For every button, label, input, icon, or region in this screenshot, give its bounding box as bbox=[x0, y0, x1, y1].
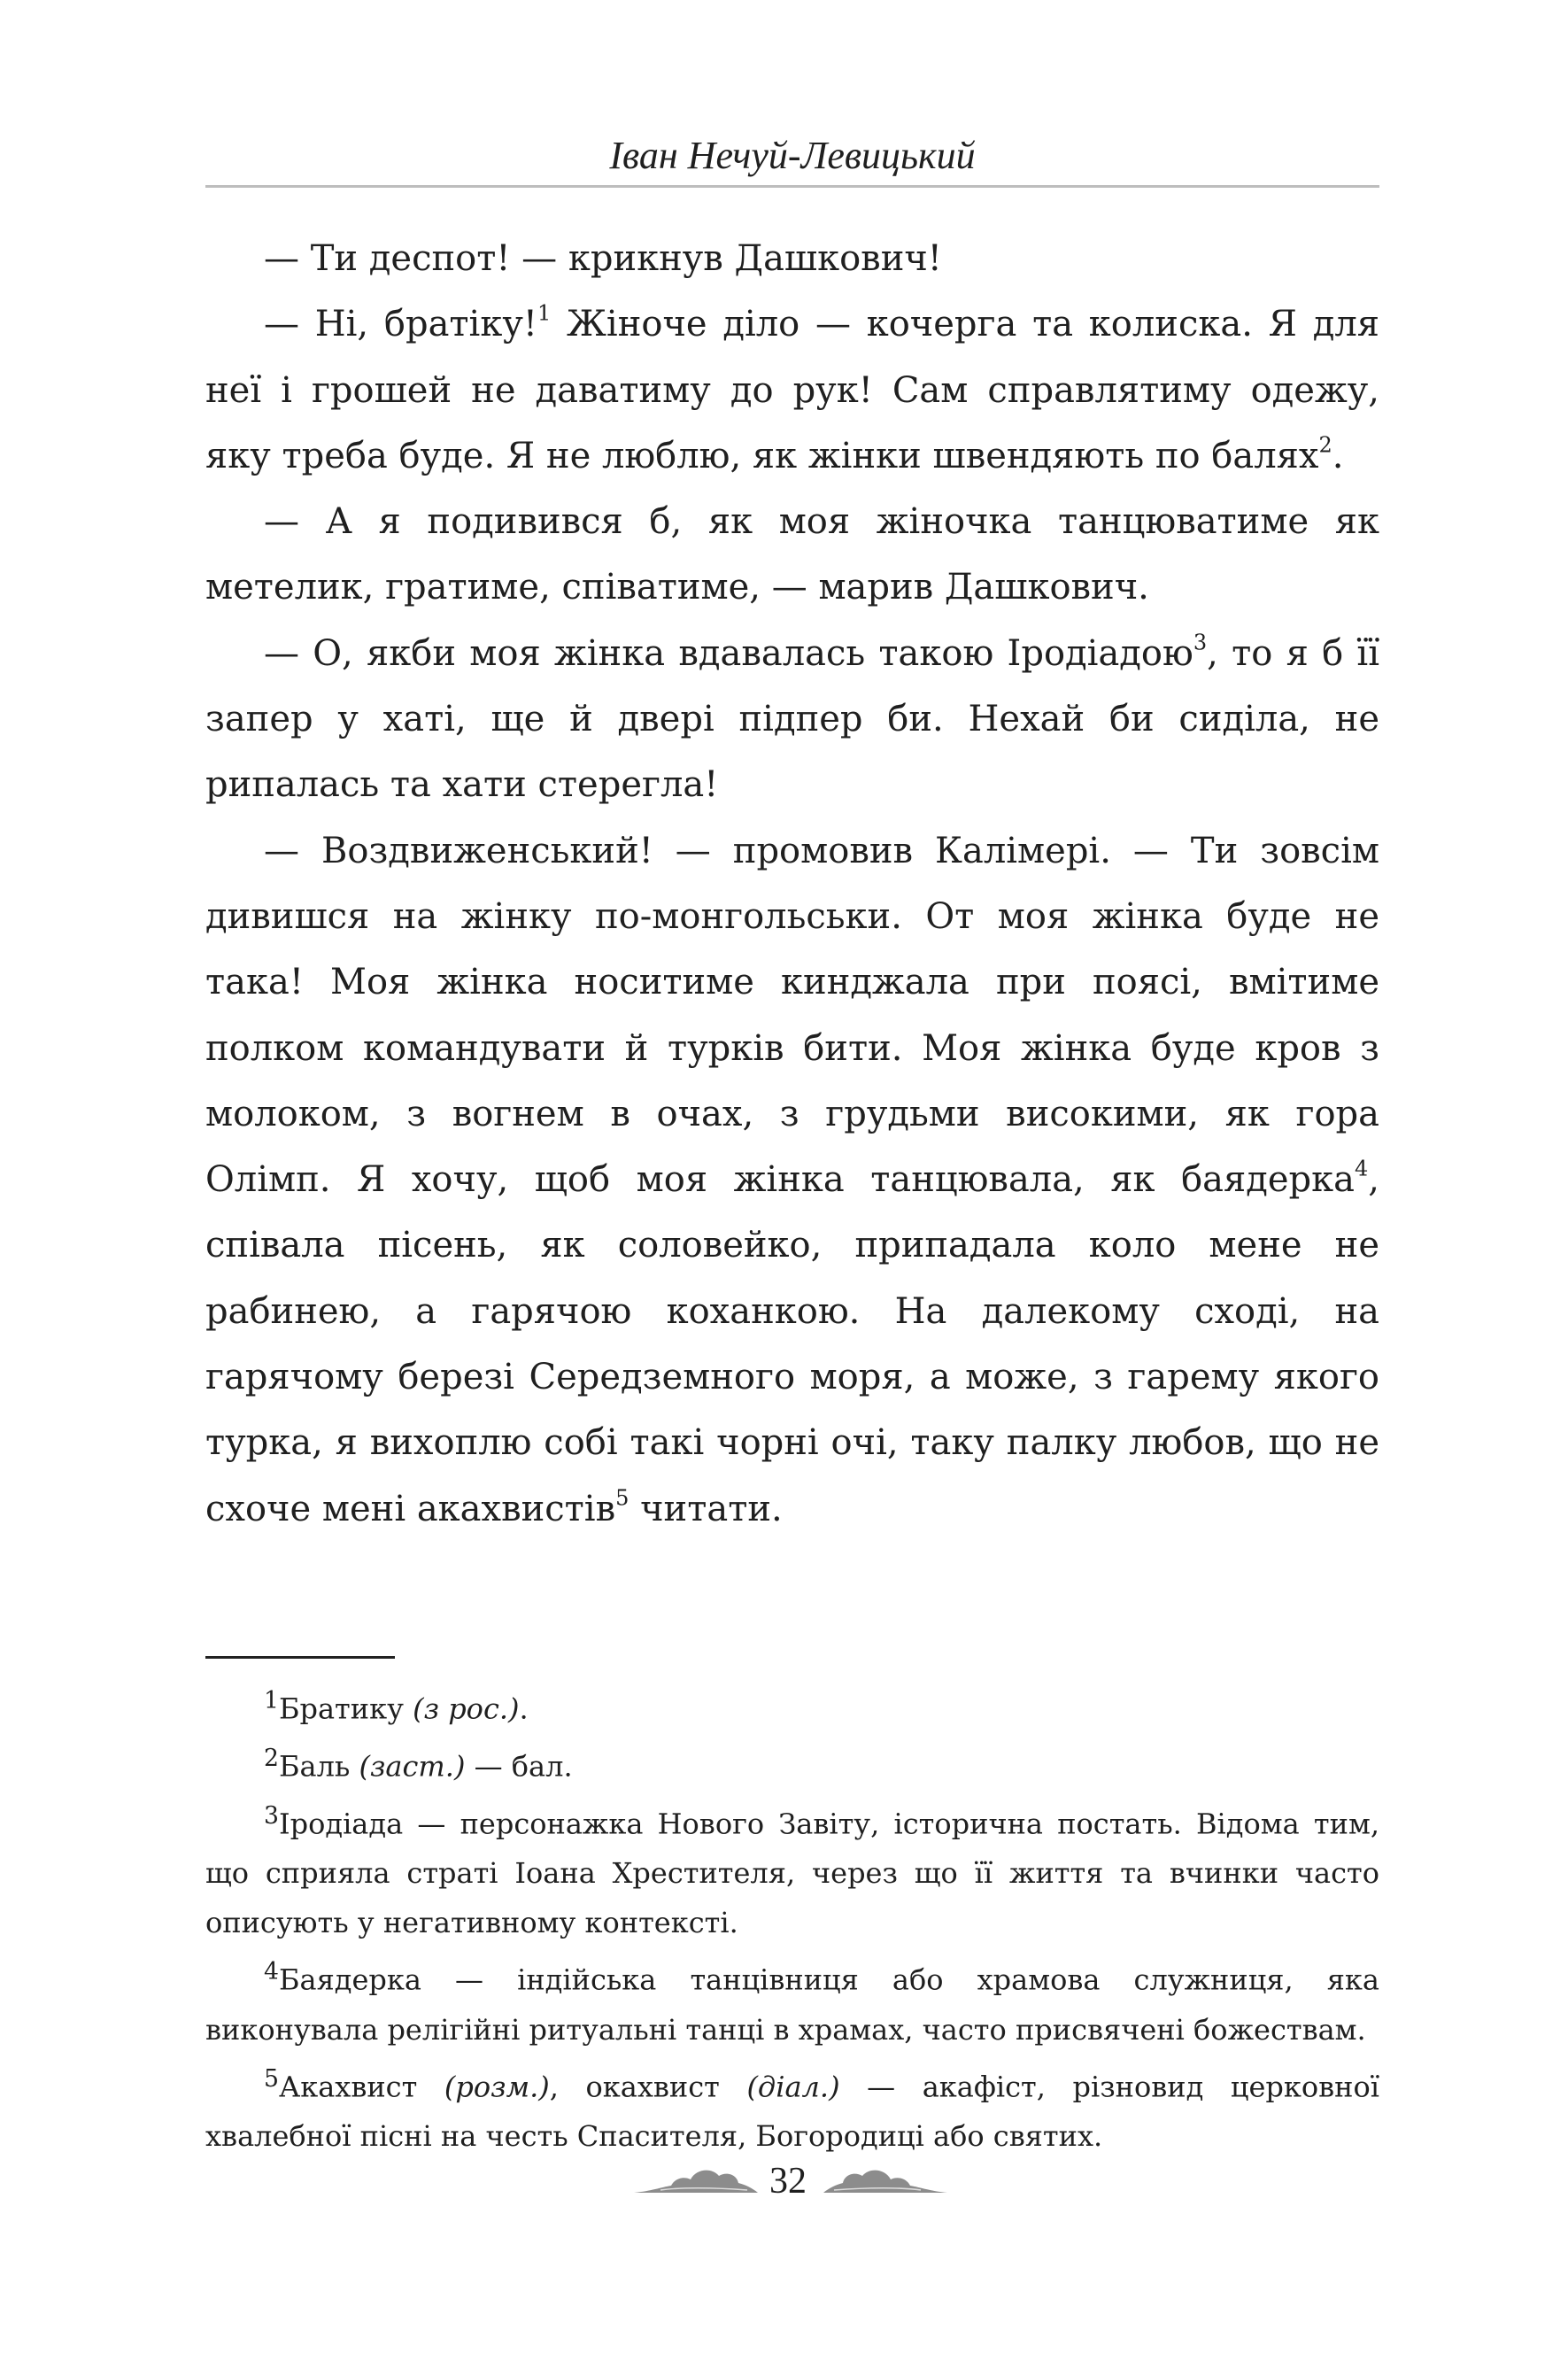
footnote-number: 2 bbox=[264, 1745, 279, 1773]
footnote-text: — бал. bbox=[465, 1749, 573, 1784]
paragraph bbox=[205, 291, 1379, 489]
footnotes bbox=[205, 1676, 1379, 2162]
text-run: читати. bbox=[629, 1488, 783, 1529]
text-run: — Ти деспот! — крикнув Дашкович! bbox=[264, 238, 942, 279]
footnote-note: (розм.) bbox=[444, 2070, 550, 2104]
footnote bbox=[205, 1734, 1379, 1792]
footnote-text: Баль bbox=[278, 1749, 359, 1784]
paragraph bbox=[205, 489, 1379, 621]
footnote-number: 4 bbox=[264, 1958, 279, 1986]
footnote-text: Іродіада — персонажка Нового Завіту, історична постать. Відома тим, що сприяла страті Іоана Хрестителя, через що її життя та вчинки часто описують у негативному контексті. bbox=[205, 1807, 1379, 1939]
footnote-divider bbox=[205, 1656, 395, 1659]
text-run: — Ні, братіку! bbox=[264, 304, 537, 345]
header-divider bbox=[205, 185, 1379, 188]
text-run: Жіноче діло — кочерга та колиска. Я для неї і грошей не даватиму до рук! Сам справлятиму одежу, яку треба буде. Я не люблю, як жінки швендяють по балях bbox=[205, 304, 1379, 476]
text-run: , то я б її запер у хаті, ще й двері підпер би. Нехай би сиділа, не рипалась та хати стерегла! bbox=[205, 632, 1380, 806]
main-text bbox=[205, 226, 1379, 1542]
footnote-note: (заст.) bbox=[359, 1749, 466, 1784]
text-run: — О, якби моя жінка вдавалась такою Іродіадою bbox=[264, 632, 1193, 674]
text-run: , співала пісень, як соловейко, припадала коло мене не рабинею, а гарячою коханкою. На далекому сході, на гарячому березі Середземного моря, а може, з гарему якого турка, я вихоплю собі такі чорні очі, таку палку любов, що не схоче мені акахвистів bbox=[205, 1159, 1379, 1529]
footnote-ref: 3 bbox=[1193, 630, 1208, 655]
paragraph bbox=[205, 226, 1379, 291]
footnote-ref: 2 bbox=[1318, 432, 1332, 458]
paragraph bbox=[205, 621, 1379, 818]
footnote-text: — акафіст, різновид церковної хвалебної пісні на честь Спасителя, Богородиці або святих. bbox=[205, 2070, 1380, 2154]
footnote bbox=[205, 1947, 1379, 2055]
paragraph bbox=[205, 818, 1379, 1542]
footnote-number: 1 bbox=[264, 1687, 279, 1714]
footnote-number: 5 bbox=[264, 2065, 279, 2094]
page-footer bbox=[0, 2156, 1568, 2210]
text-run: . bbox=[1332, 435, 1344, 476]
cloud-ornament-icon bbox=[823, 2163, 947, 2195]
footnote-ref: 5 bbox=[615, 1485, 630, 1511]
footnote-text: Баядерка — індійська танцівниця або храмова служниця, яка виконувала релігійні ритуальні танці в храмах, часто присвячені божествам. bbox=[205, 1963, 1379, 2047]
footnote bbox=[205, 2055, 1379, 2162]
text-run: — Воздвиженський! — промовив Калімері. — Ти зовсім дивишся на жінку по-монгольськи. От моя жінка буде не така! Моя жінка носитиме кинджала при поясі, вмітиме полком командувати й турків бити. Моя жінка буде кров з молоком, з вогнем в очах, з грудьми високими, як гора Олімп. Я хочу, щоб моя жінка танцювала, як баядерка bbox=[205, 830, 1379, 1201]
text-run: — А я подивився б, як моя жіночка танцюватиме як метелик, гратиме, співатиме, — марив Дашкович. bbox=[205, 501, 1379, 608]
running-header: Іван Нечуй-Левицький bbox=[609, 134, 976, 177]
footnote bbox=[205, 1676, 1379, 1734]
footnote-note: (діал.) bbox=[746, 2070, 840, 2104]
footnote-number: 3 bbox=[264, 1802, 279, 1831]
cloud-ornament-icon bbox=[634, 2163, 758, 2195]
footnote-text: , окахвист bbox=[549, 2070, 747, 2104]
page-number: 32 bbox=[769, 2161, 807, 2202]
footnote-text: . bbox=[519, 1691, 529, 1726]
footnote-ref: 1 bbox=[537, 301, 552, 327]
footnote-text: Братику bbox=[278, 1691, 413, 1726]
footnote-text: Акахвист bbox=[278, 2070, 444, 2104]
footnote-note: (з рос.) bbox=[413, 1691, 520, 1726]
footnote bbox=[205, 1792, 1379, 1947]
footnote-ref: 4 bbox=[1355, 1156, 1369, 1181]
